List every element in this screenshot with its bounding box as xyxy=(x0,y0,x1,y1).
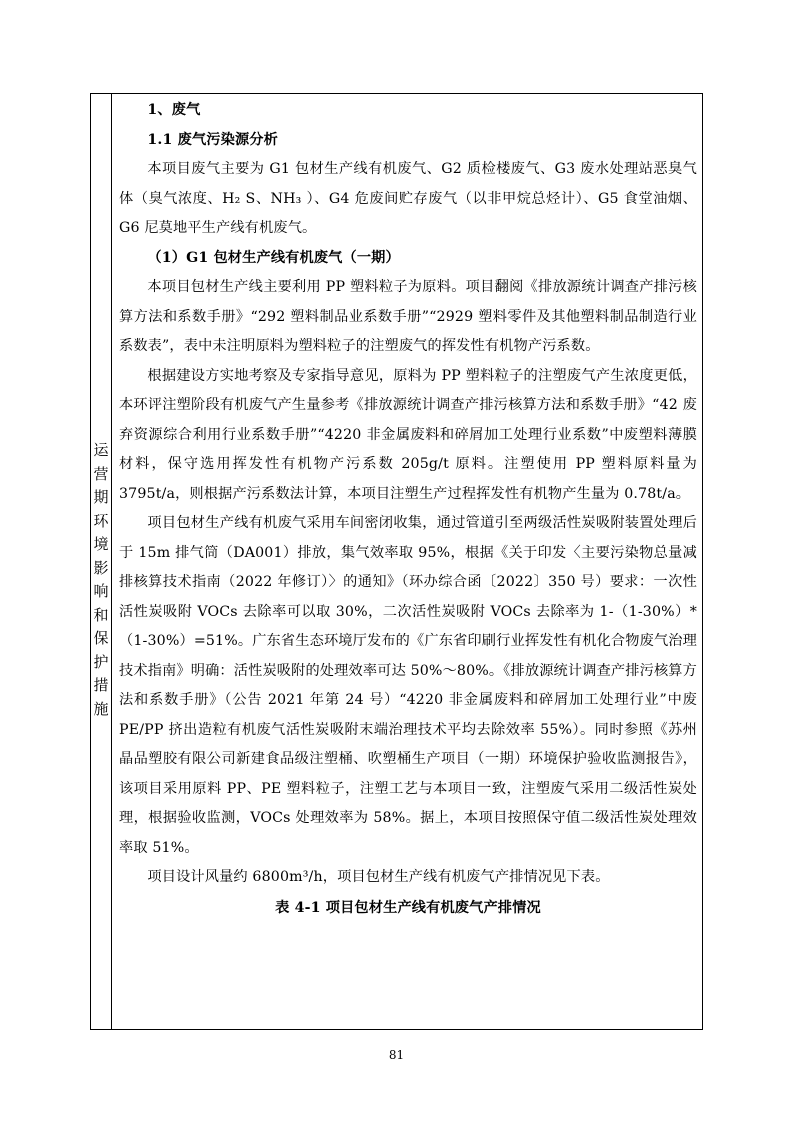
side-column xyxy=(91,94,112,1029)
main-content xyxy=(113,94,703,1029)
side-label: 运营期环境影响和保护措施 xyxy=(93,441,109,718)
section-title: 1、废气 xyxy=(147,102,201,118)
paragraph-4: 项目设计风量约 6800m³/h，项目包材生产线有机废气产排情况见下表。 xyxy=(147,869,610,885)
paragraph-intro: 本项目废气主要为 G1 包材生产线有机废气、G2 质检楼废气、G3 废水处理站恶臭气体（臭气浓度、H₂ S、NH₃ ）、G4 危废间贮存废气（以非甲烷总烃计）、G5 食堂油烟、G6 尼莫地平生产线有机废气。 xyxy=(119,161,697,236)
subsection-title: 1.1 废气污染源分析 xyxy=(147,131,278,148)
paragraph-1: 本项目包材生产线主要利用 PP 塑料粒子为原料。项目翻阅《排放源统计调查产排污核算方法和系数手册》“292 塑料制品业系数手册”“2929 塑料零件及其他塑料制品制造行业系数表”，表中未注明原料为塑料粒子的注塑废气的挥发性有机物产污系数。 xyxy=(119,279,697,354)
paragraph-2: 根据建设方实地考察及专家指导意见，原料为 PP 塑料粒子的注塑废气产生浓度更低，本环评注塑阶段有机废气产生量参考《排放源统计调查产排污核算方法和系数手册》“42 废弃资源综合利用行业系数手册”“4220 非金属废料和碎屑加工处理行业系数”中废塑料薄膜材料，保守选用挥发性有机物产污系数 205g/t 原料。注塑使用 PP 塑料原料量为 3795t/a，则根据产污系数法计算，本项目注塑生产过程挥发性有机物产生量为 0.78t/a。 xyxy=(119,367,697,502)
page-number: 81 xyxy=(388,1048,405,1062)
table-caption: 表 4-1 项目包材生产线有机废气产排情况 xyxy=(275,899,541,916)
paragraph-3: 项目包材生产线有机废气采用车间密闭收集，通过管道引至两级活性炭吸附装置处理后于 15m 排气筒（DA001）排放，集气效率取 95%，根据《关于印发〈主要污染物总量减排核算技术指南（2022 年修订）〉的通知》（环办综合函〔2022〕350 号）要求：一次性活性炭吸附 VOCs 去除率可以取 30%，二次活性炭吸附 VOCs 去除率为 1-（1-30%）*（1-30%）=51%。广东省生态环境厅发布的《广东省印刷行业挥发性有机化合物废气治理技术指南》明确：活性炭吸附的处理效率可达 50%～80%。《排放源统计调查产排污核算方法和系数手册》（公告 2021 年第 24 号）“4220 非金属废料和碎屑加工处理行业”中废 PE/PP 挤出造粒有机废气活性炭吸附末端治理技术平均去除效率 55%）。同时参照《苏州晶品塑胶有限公司新建食品级注塑桶、吹塑桶生产项目（一期）环境保护验收监测报告》，该项目采用原料 PP、PE 塑料粒子，注塑工艺与本项目一致，注塑废气采用二级活性炭处理，根据验收监测，VOCs 处理效率为 58%。据上，本项目按照保守值二级活性炭处理效率取 51%。 xyxy=(119,515,697,856)
content-frame xyxy=(90,93,703,1030)
heading-g1: （1）G1 包材生产线有机废气（一期） xyxy=(147,249,400,266)
